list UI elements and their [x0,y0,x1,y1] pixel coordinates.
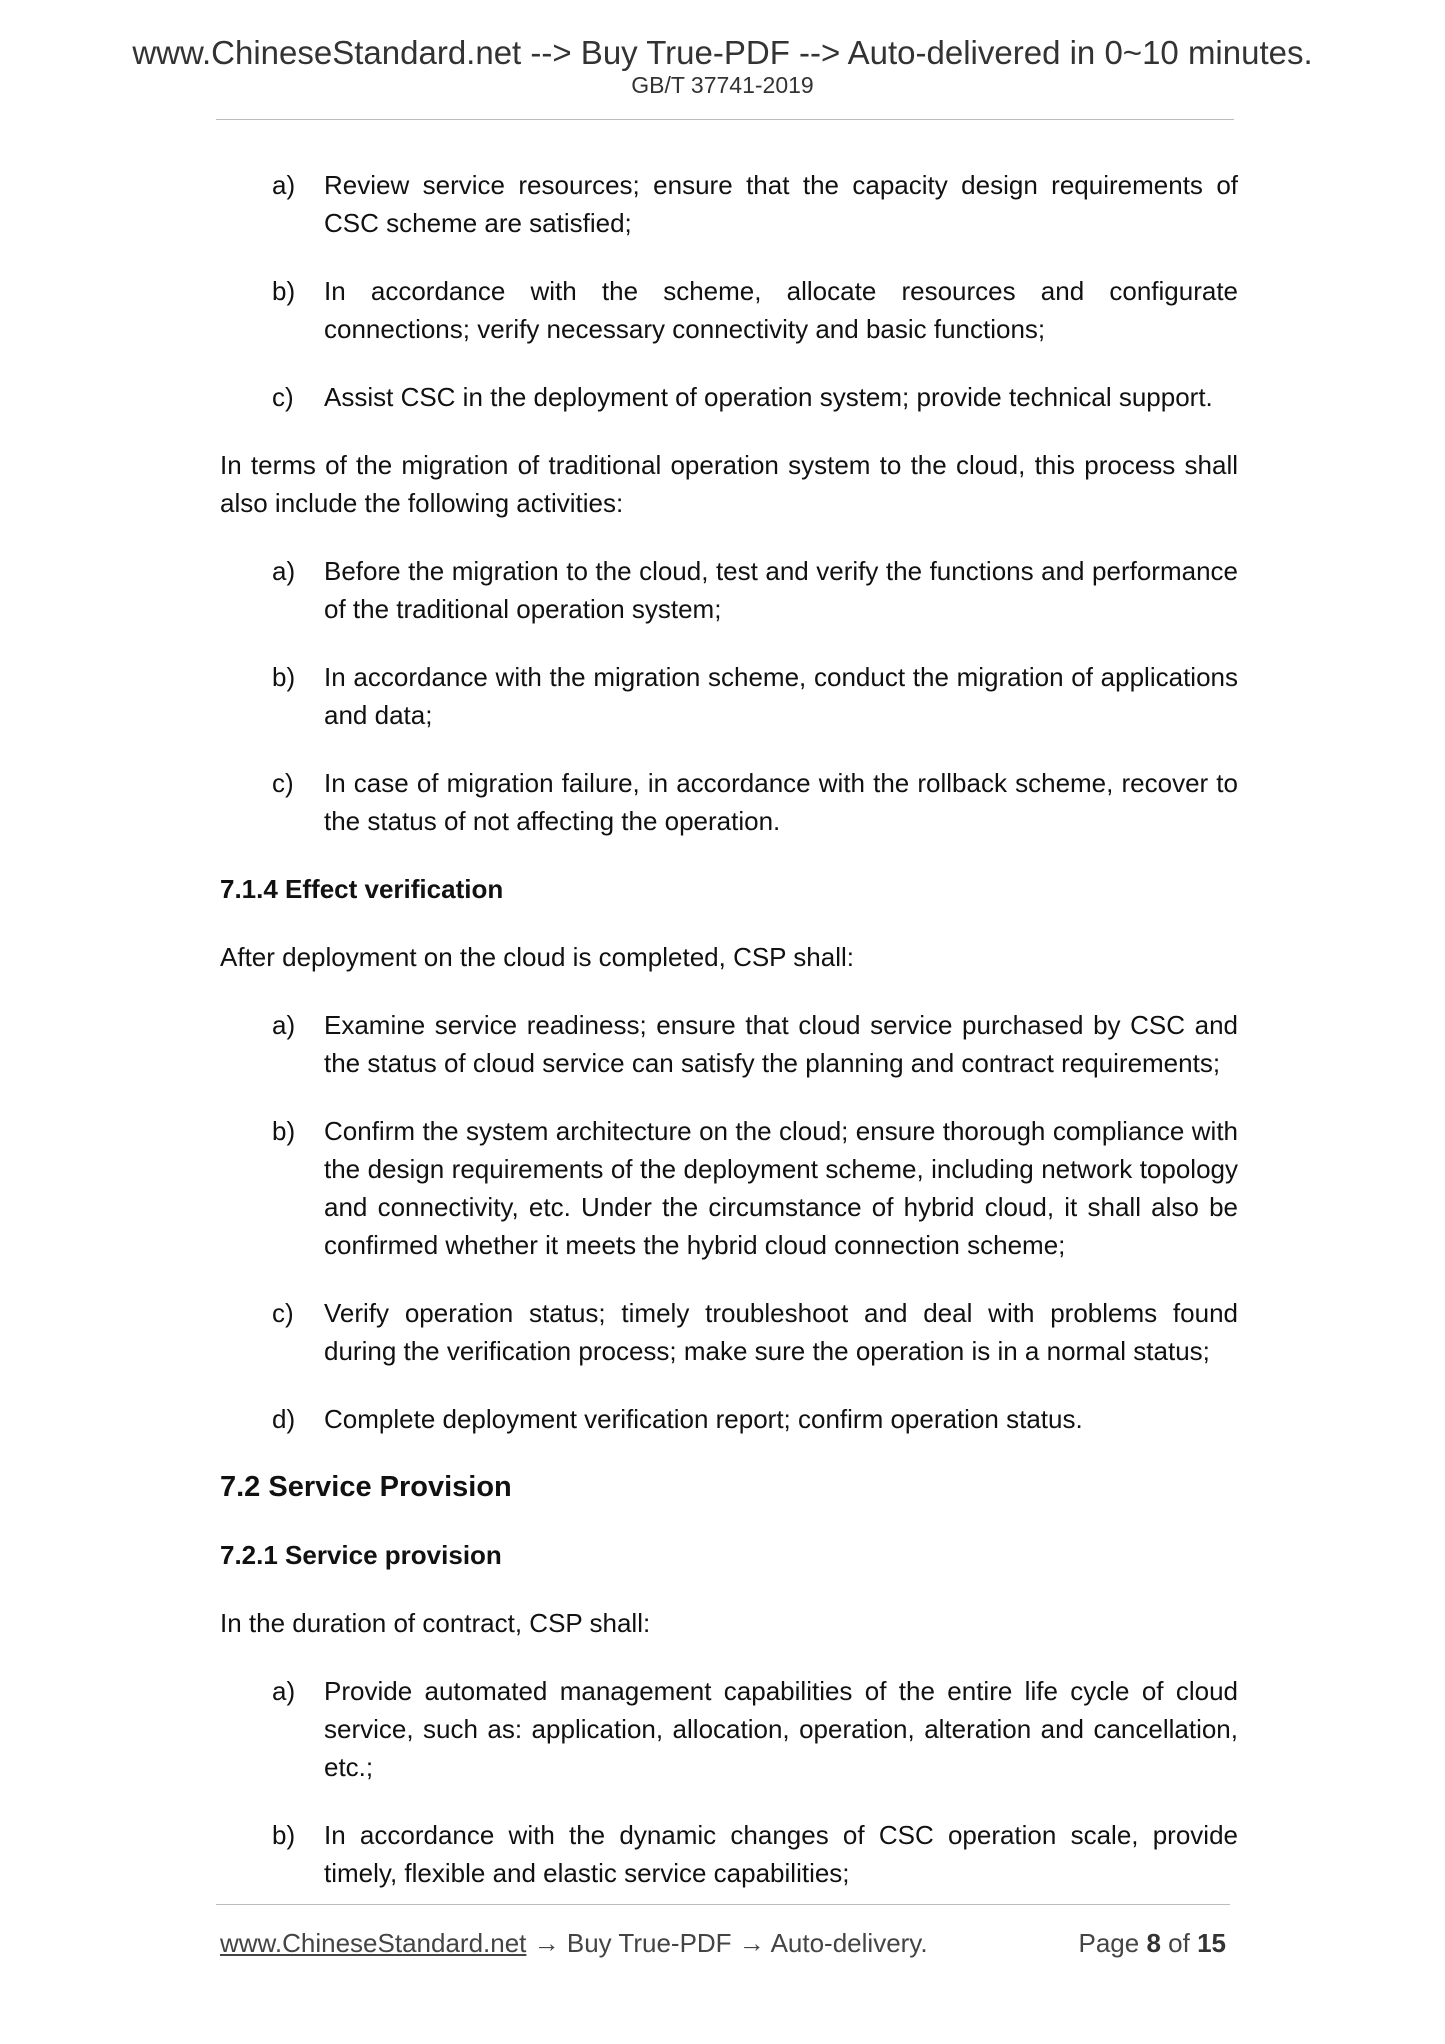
site-banner: www.ChineseStandard.net --> Buy True-PDF --> Auto-delivered in 0~10 minutes. [132,34,1313,71]
list-item [220,552,1238,628]
list-marker: c) [272,768,294,798]
migration-list [220,552,1238,840]
list-item-text: Examine service readiness; ensure that cloud service purchased by CSC and the status of cloud service can satisfy the planning and contract requirements; [324,1010,1238,1078]
footer-divider [216,1904,1230,1905]
list-item [220,378,1238,416]
list-marker: c) [272,382,294,412]
page-footer [220,1926,1230,1960]
document-body [220,166,1238,1922]
migration-paragraph: In terms of the migration of traditional operation system to the cloud, this process shall also include the following activities: [220,450,1238,518]
list-item-text: Verify operation status; timely troubleshoot and deal with problems found during the verification process; make sure the operation is in a normal status; [324,1298,1238,1366]
list-item-text: Complete deployment verification report; confirm operation status. [324,1404,1083,1434]
footer-tagline: → Buy True-PDF → Auto-delivery. [526,1928,928,1958]
list-item-text: Confirm the system architecture on the cloud; ensure thorough compliance with the design requirements of the deployment scheme, including network topology and connectivity, etc. Under the circumstance of hybrid cloud, it shall also be confirmed whether it meets the hybrid cloud connection scheme; [324,1116,1238,1260]
list-item [220,1006,1238,1082]
list-marker: b) [272,1820,296,1850]
list-marker: a) [272,1010,296,1040]
page-number: 8 [1146,1928,1161,1958]
header-divider [216,119,1234,120]
list-item [220,166,1238,242]
list-marker: a) [272,170,296,200]
list-item [220,658,1238,734]
total-pages: 15 [1197,1928,1226,1958]
list-marker: b) [272,276,296,306]
of-label: of [1168,1928,1190,1958]
list-item-text: Before the migration to the cloud, test and verify the functions and performance of the traditional operation system; [324,556,1238,624]
list-marker: c) [272,1298,294,1328]
list-item-text: In accordance with the migration scheme, conduct the migration of applications and data; [324,662,1238,730]
list-marker: d) [272,1404,296,1434]
list-item-text: Review service resources; ensure that the capacity design requirements of CSC scheme are satisfied; [324,170,1238,238]
resource-list [220,166,1238,416]
list-item-text: In accordance with the scheme, allocate resources and configurate connections; verify necessary connectivity and basic functions; [324,276,1238,344]
section-heading-7-1-4: 7.1.4 Effect verification [220,874,504,904]
section-heading-7-2: 7.2 Service Provision [220,1471,512,1503]
list-marker: b) [272,1116,296,1146]
page-indicator [1078,1926,1226,1960]
page-label: Page [1078,1928,1140,1958]
list-item-text: In case of migration failure, in accordance with the rollback scheme, recover to the status of not affecting the operation. [324,768,1238,836]
after-deployment-paragraph: After deployment on the cloud is completed, CSP shall: [220,942,854,972]
contract-duration-paragraph: In the duration of contract, CSP shall: [220,1608,651,1638]
standard-code: GB/T 37741-2019 [631,72,814,98]
list-item-text: Provide automated management capabilities of the entire life cycle of cloud service, such as: application, allocation, operation, alteration and cancellation, etc.; [324,1676,1238,1782]
list-item [220,1672,1238,1786]
footer-site-link[interactable]: www.ChineseStandard.net [220,1928,527,1958]
list-marker: a) [272,1676,296,1706]
list-item [220,272,1238,348]
verification-list [220,1006,1238,1438]
list-item [220,1816,1238,1892]
service-provision-list [220,1672,1238,1892]
list-item-text: In accordance with the dynamic changes of CSC operation scale, provide timely, flexible and elastic service capabilities; [324,1820,1238,1888]
list-item [220,1112,1238,1264]
list-item [220,1400,1238,1438]
list-marker: b) [272,662,296,692]
list-item-text: Assist CSC in the deployment of operation system; provide technical support. [324,382,1213,412]
list-marker: a) [272,556,296,586]
list-item [220,764,1238,840]
list-item [220,1294,1238,1370]
section-heading-7-2-1: 7.2.1 Service provision [220,1540,502,1570]
